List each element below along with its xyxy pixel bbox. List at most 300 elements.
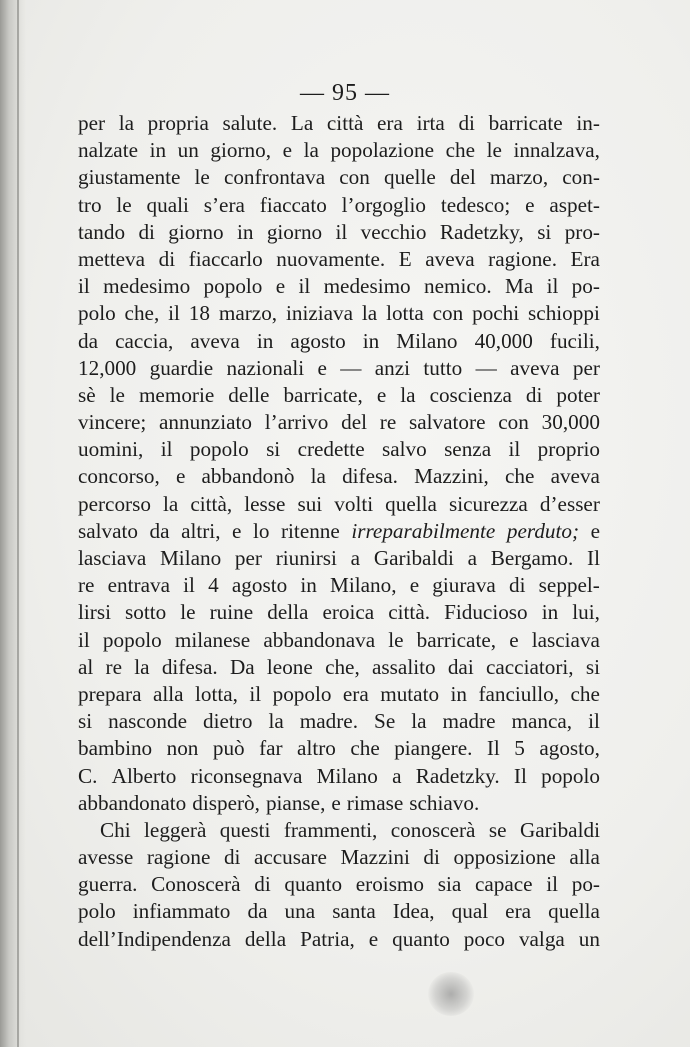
word: poter — [556, 382, 600, 407]
word: alla — [152, 681, 184, 706]
text-line — [78, 110, 600, 137]
word: con — [339, 165, 370, 190]
word: il — [546, 274, 559, 299]
word: che, — [124, 301, 160, 326]
word: irta — [416, 111, 445, 135]
word: schioppi — [528, 301, 600, 326]
word: la — [268, 709, 284, 734]
word: lesse — [244, 491, 286, 516]
word: era — [377, 111, 403, 135]
word: Garibaldi — [373, 546, 454, 570]
text-line — [78, 382, 600, 409]
word: le — [109, 382, 125, 407]
word: a — [467, 546, 477, 570]
word: nuovamente. — [276, 246, 386, 271]
text-line — [78, 844, 600, 871]
word: quella — [548, 899, 600, 924]
word: conoscerà — [390, 817, 476, 842]
text-line — [78, 654, 600, 681]
word: si — [266, 437, 281, 462]
word: e — [368, 926, 379, 951]
word: con — [432, 301, 464, 326]
word: aveva — [425, 246, 475, 271]
word: difesa. — [342, 464, 398, 489]
word: proprio — [537, 437, 600, 462]
text-line — [78, 137, 600, 164]
word: tro — [78, 192, 102, 217]
word: lotta — [386, 301, 424, 326]
word: in — [541, 600, 559, 625]
word: cacciatori, — [485, 654, 574, 679]
word: altri, — [181, 518, 221, 543]
text-line — [78, 627, 600, 654]
word: Il — [587, 546, 600, 570]
word: che — [350, 736, 380, 761]
word: riconsegnava — [190, 763, 303, 788]
word: l’arrivo — [264, 410, 329, 435]
word: e — [282, 138, 292, 163]
word: seppel- — [538, 573, 600, 598]
word: giurava — [432, 573, 496, 598]
word: barricate — [488, 111, 563, 135]
text-line — [78, 599, 600, 626]
word: la — [134, 654, 150, 679]
word: accusare — [253, 845, 327, 870]
word: della — [244, 926, 287, 951]
word: del — [341, 410, 367, 435]
word: il — [508, 437, 521, 462]
word: sotto — [125, 600, 167, 625]
word: Mazzini — [340, 845, 410, 870]
word: una — [284, 899, 316, 924]
word: un — [578, 926, 600, 951]
word: mutato — [380, 681, 440, 706]
text-line — [78, 871, 600, 898]
word: se — [488, 817, 507, 842]
word: far — [259, 736, 283, 761]
word: concorso, — [78, 464, 160, 489]
text-line — [78, 436, 600, 463]
word: sè — [78, 382, 96, 407]
text-line — [78, 518, 600, 545]
ink-smudge — [428, 972, 474, 1016]
word: madre — [442, 709, 496, 734]
word: popolo — [102, 627, 162, 652]
word: C. — [78, 763, 98, 788]
word: e — [317, 355, 327, 380]
word: Bergamo. — [490, 546, 574, 570]
word: qual — [451, 899, 489, 924]
text-line — [78, 355, 600, 382]
word: il — [249, 681, 262, 706]
word: medesimo — [323, 274, 411, 299]
word: città — [326, 111, 364, 135]
word: bambino — [78, 736, 153, 761]
word: re — [78, 573, 95, 598]
word: delle — [228, 382, 270, 407]
word: lasciava — [78, 546, 147, 570]
word: tando — [78, 219, 126, 244]
word: da — [247, 899, 268, 924]
word: infiammato — [132, 899, 231, 924]
word: quanto — [284, 872, 343, 897]
word: Milano, — [330, 573, 397, 598]
word: confrontava — [223, 165, 326, 190]
word: la — [303, 138, 319, 163]
word: innalzava, — [513, 138, 600, 163]
word: in — [362, 328, 380, 353]
word: polo — [78, 899, 116, 924]
word: sicurezza — [449, 491, 528, 516]
word: di — [223, 845, 241, 870]
word: e — [376, 382, 387, 407]
word: Milano — [396, 328, 458, 353]
word: Radetzky, — [439, 219, 524, 244]
word: quali — [146, 192, 189, 217]
word: disperò, — [192, 790, 260, 815]
word: valga — [518, 926, 565, 951]
word: e — [590, 518, 600, 543]
word: capace — [474, 872, 533, 897]
word: popolo — [272, 681, 332, 706]
word: Radetzky. — [415, 763, 500, 788]
word: senza — [444, 437, 492, 462]
word: di — [158, 246, 176, 271]
word: in- — [576, 111, 600, 135]
text-line — [78, 491, 600, 518]
word: ragione — [146, 845, 211, 870]
text-line — [78, 409, 600, 436]
word: si — [537, 219, 552, 244]
word: e — [232, 518, 242, 543]
word: — — [475, 355, 497, 380]
word: può — [212, 736, 245, 761]
word: in — [149, 138, 167, 163]
word: lasciava — [531, 627, 600, 652]
text-line — [78, 463, 600, 490]
word: di — [423, 845, 440, 870]
word: 5 — [514, 736, 525, 761]
word: popolo — [189, 437, 249, 462]
word: un — [177, 138, 199, 163]
word: Fiducioso — [444, 600, 528, 625]
word: re — [105, 654, 123, 679]
word: barricate, — [283, 382, 363, 407]
word: la — [310, 464, 326, 489]
word: La — [290, 111, 314, 135]
word: città. — [388, 600, 431, 625]
word: pianse, — [265, 790, 326, 815]
word: avesse — [78, 845, 134, 870]
word: Alberto — [111, 763, 177, 788]
word: era — [342, 681, 369, 706]
word: credette — [297, 437, 365, 462]
word: la — [361, 301, 378, 326]
word: si — [78, 709, 93, 734]
word: leggerà — [144, 817, 207, 842]
word: di — [138, 219, 155, 244]
word: salvo — [381, 437, 427, 462]
word: agosto — [290, 328, 346, 353]
word: aspet- — [549, 192, 600, 217]
word: al — [78, 654, 94, 679]
word: irreparabilmente — [351, 518, 496, 543]
word: di — [525, 382, 543, 407]
word: po- — [571, 872, 600, 897]
word: da — [78, 328, 98, 353]
word: di — [458, 111, 475, 135]
word: volti — [334, 491, 374, 516]
word: il — [588, 709, 600, 734]
word: a — [350, 546, 361, 570]
word: sui — [297, 491, 323, 516]
word: uomini, — [78, 437, 144, 462]
word: il — [546, 872, 559, 897]
word: popolo — [203, 274, 263, 299]
word: Mazzini, — [414, 464, 489, 489]
word: fiaccato — [259, 192, 327, 217]
word: po- — [571, 274, 600, 299]
word: nasconde — [108, 709, 187, 734]
word: tedesco; — [440, 192, 511, 217]
text-line — [78, 300, 600, 327]
word: quella — [385, 491, 437, 516]
word: iniziava — [285, 301, 354, 326]
word: leone — [266, 654, 313, 679]
page-number: — 95 — — [300, 80, 390, 106]
word: salute. — [222, 111, 278, 135]
word: e — [275, 274, 286, 299]
word: giorno — [266, 219, 323, 244]
word: lotta, — [194, 681, 238, 706]
word: giustamente — [78, 165, 181, 190]
word: fanciullo, — [478, 681, 560, 706]
word: guerra. — [78, 872, 138, 897]
text-line — [78, 763, 600, 790]
word: in — [236, 219, 254, 244]
word: lui, — [572, 600, 600, 625]
word: agosto, — [539, 736, 600, 761]
word: la — [118, 111, 135, 135]
word: le — [180, 600, 196, 625]
word: caccia, — [115, 328, 174, 353]
word: Era — [570, 246, 600, 271]
word: della — [267, 600, 309, 625]
word: propria — [147, 111, 209, 135]
word: salvato — [78, 518, 139, 543]
word: il — [168, 301, 180, 326]
word: assalito — [372, 654, 436, 679]
word: quelle — [383, 165, 436, 190]
word: il — [78, 627, 90, 652]
word: che — [505, 464, 535, 489]
word: a — [392, 763, 402, 788]
text-line — [78, 572, 600, 599]
word: l’orgoglio — [341, 192, 427, 217]
word: la — [411, 709, 427, 734]
word: schiavo. — [409, 790, 480, 815]
text-line — [78, 708, 600, 735]
word: E — [398, 246, 412, 271]
word: di — [509, 573, 526, 598]
word: eroismo — [355, 872, 425, 897]
word: alla — [569, 845, 600, 870]
body-text — [78, 110, 600, 953]
word: percorso — [78, 491, 151, 516]
word: di — [254, 872, 271, 897]
word: Patria, — [300, 926, 355, 951]
word: vecchio — [360, 219, 427, 244]
word: il — [335, 219, 348, 244]
word: pochi — [472, 301, 520, 326]
book-spine-shadow — [0, 0, 26, 1047]
word: medesimo — [103, 274, 191, 299]
word: guardie — [149, 355, 214, 380]
word: Conoscerà — [151, 872, 241, 897]
text-line — [78, 192, 600, 219]
word: Milano — [316, 763, 378, 788]
word: per — [572, 355, 600, 380]
word: d’esser — [539, 491, 600, 516]
word: abbandonato — [78, 790, 187, 815]
word: giorno — [168, 219, 224, 244]
word: tutto — [423, 355, 463, 380]
word: coscienza — [429, 382, 512, 407]
word: non — [166, 736, 199, 761]
word: che, — [325, 654, 360, 679]
word: aveva — [510, 355, 560, 380]
word: vincere; — [78, 410, 147, 435]
word: 30,000 — [541, 410, 600, 435]
text-line — [78, 246, 600, 273]
word: poco — [463, 926, 505, 951]
text-line — [78, 681, 600, 708]
word: e — [509, 627, 519, 652]
word: aveva — [190, 328, 240, 353]
word: città, — [190, 491, 233, 516]
word: in — [256, 328, 274, 353]
word: e — [525, 192, 535, 217]
word: nemico. — [423, 274, 492, 299]
word: ritenne — [280, 518, 340, 543]
word: nalzate — [78, 138, 138, 163]
word: ragione. — [488, 246, 557, 271]
word: annunziato — [159, 410, 252, 435]
word: polo — [78, 301, 116, 326]
word: eroica — [322, 600, 375, 625]
word: abbandonava — [263, 627, 376, 652]
text-line — [78, 273, 600, 300]
word: fucili, — [549, 328, 600, 353]
word: rimase — [346, 790, 404, 815]
word: ruine — [209, 600, 254, 625]
word: Da — [229, 654, 255, 679]
text-line — [78, 328, 600, 355]
word: 12,000 — [78, 355, 137, 380]
word: salvatore — [409, 410, 486, 435]
word: riunirsi — [275, 546, 337, 570]
word: il — [298, 274, 311, 299]
word: giorno, — [210, 138, 272, 163]
word: la — [400, 382, 416, 407]
word: fiaccarlo — [188, 246, 263, 271]
word: marzo, — [218, 301, 278, 326]
word: re — [379, 410, 397, 435]
word: lo — [252, 518, 270, 543]
word: il — [160, 437, 173, 462]
word: per — [78, 111, 106, 135]
word: questi — [219, 817, 271, 842]
word: dell’Indipendenza — [78, 926, 231, 951]
word: il — [78, 274, 90, 299]
word: altro — [297, 736, 336, 761]
word: del — [449, 165, 476, 190]
word: — — [340, 355, 362, 380]
word: madre. — [299, 709, 359, 734]
word: prepara — [78, 681, 142, 706]
word: agosto — [231, 573, 288, 598]
word: santa — [332, 899, 376, 924]
text-line — [78, 790, 600, 817]
word: le — [486, 138, 502, 163]
word: Ma — [504, 274, 534, 299]
text-line — [78, 545, 600, 572]
word: e — [409, 573, 420, 598]
word: 18 — [188, 301, 210, 326]
word: 40,000 — [474, 328, 533, 353]
word: popolazione — [330, 138, 435, 163]
word: difesa. — [161, 654, 218, 679]
word: in — [300, 573, 317, 598]
word: perduto; — [506, 518, 580, 543]
word: entrava — [107, 573, 170, 598]
text-line — [78, 817, 600, 844]
word: aveva — [550, 464, 600, 489]
text-line — [78, 735, 600, 762]
word: il — [183, 573, 195, 598]
text-line — [78, 898, 600, 925]
gutter-line — [17, 0, 19, 1047]
word: popolo — [541, 763, 600, 788]
word: dietro — [203, 709, 253, 734]
word: 4 — [208, 573, 219, 598]
word: in — [450, 681, 467, 706]
word: per — [234, 546, 262, 570]
word: si — [585, 654, 600, 679]
text-line — [78, 926, 600, 953]
word: frammenti, — [283, 817, 378, 842]
word: manca, — [511, 709, 573, 734]
word: con- — [562, 165, 600, 190]
word: lirsi — [78, 600, 111, 625]
text-line — [78, 219, 600, 246]
word: piangere. — [394, 736, 473, 761]
word: anzi — [374, 355, 411, 380]
word: che — [445, 138, 475, 163]
word: opposizione — [453, 845, 556, 870]
word: con — [498, 410, 529, 435]
word: nazionali — [226, 355, 305, 380]
word: dai — [447, 654, 474, 679]
word: marzo, — [489, 165, 549, 190]
word: Milano — [159, 546, 222, 570]
word: le — [388, 627, 404, 652]
word: Idea, — [392, 899, 435, 924]
word: sia — [437, 872, 462, 897]
word: da — [149, 518, 170, 543]
word: barricate, — [416, 627, 497, 652]
word: Garibaldi — [519, 817, 600, 842]
